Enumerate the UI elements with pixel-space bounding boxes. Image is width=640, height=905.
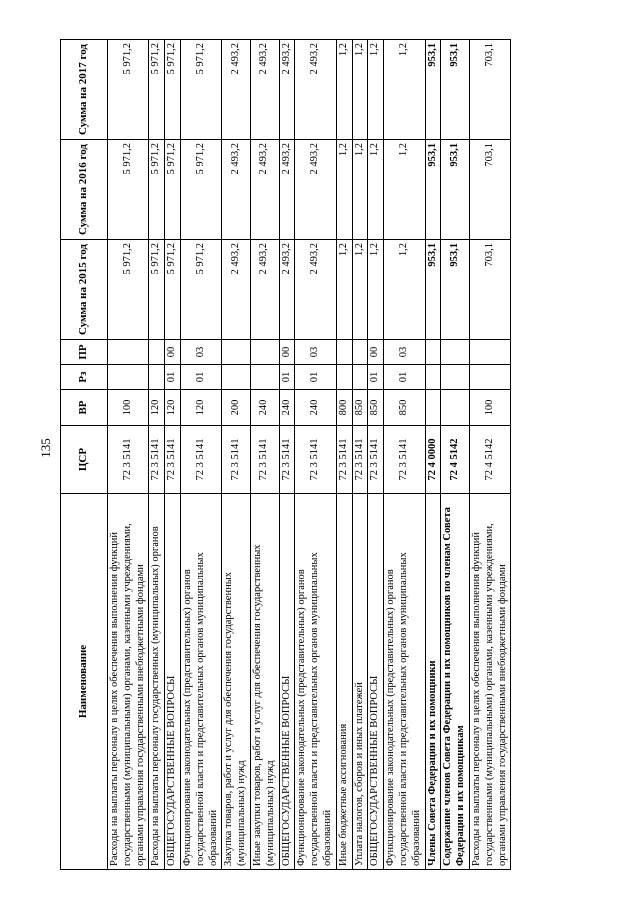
row-sum-2017-cell: 5 971,2 bbox=[165, 40, 181, 140]
row-sum-2015-cell: 2 493,2 bbox=[279, 240, 295, 340]
table-row bbox=[384, 40, 425, 870]
row-rz-cell bbox=[108, 365, 149, 390]
header-name: Наименование bbox=[61, 494, 108, 870]
table-row bbox=[469, 40, 510, 870]
row-sum-2015-cell: 1,2 bbox=[384, 240, 425, 340]
row-vr-cell bbox=[441, 390, 470, 426]
row-name-cell: Функционирование законодательных (представительных) органов государственной власти и представительных органов муниципальных образований bbox=[180, 494, 221, 870]
row-name-cell: ОБЩЕГОСУДАРСТВЕННЫЕ ВОПРОСЫ bbox=[279, 494, 295, 870]
table-row bbox=[441, 40, 470, 870]
row-csr-cell: 72 3 5141 bbox=[384, 426, 425, 494]
row-vr-cell bbox=[425, 390, 441, 426]
row-sum-2015-cell: 5 971,2 bbox=[180, 240, 221, 340]
row-vr-cell: 800 bbox=[336, 390, 352, 426]
row-pr-cell bbox=[149, 340, 165, 365]
row-sum-2017-cell: 1,2 bbox=[352, 40, 368, 140]
row-pr-cell bbox=[441, 340, 470, 365]
row-csr-cell: 72 3 5141 bbox=[165, 426, 181, 494]
budget-table bbox=[60, 39, 511, 870]
table-row bbox=[425, 40, 441, 870]
row-sum-2016-cell: 2 493,2 bbox=[250, 140, 279, 240]
row-csr-cell: 72 3 5141 bbox=[279, 426, 295, 494]
row-csr-cell: 72 4 5142 bbox=[469, 426, 510, 494]
row-pr-cell bbox=[250, 340, 279, 365]
row-pr-cell: 00 bbox=[165, 340, 181, 365]
row-name-cell: Закупка товаров, работ и услуг для обеспечения государственных (муниципальных) нужд bbox=[222, 494, 251, 870]
row-rz-cell bbox=[352, 365, 368, 390]
row-pr-cell bbox=[352, 340, 368, 365]
row-sum-2016-cell: 5 971,2 bbox=[165, 140, 181, 240]
row-sum-2015-cell: 703,1 bbox=[469, 240, 510, 340]
row-name-cell: Расходы на выплаты персоналу в целях обеспечения выполнения функций государственными (муниципальными) органами, казенными учреждениями, органами управления государственными внебюджетными фондами bbox=[108, 494, 149, 870]
row-vr-cell: 100 bbox=[469, 390, 510, 426]
table-row bbox=[336, 40, 352, 870]
row-sum-2016-cell: 2 493,2 bbox=[295, 140, 336, 240]
row-csr-cell: 72 3 5141 bbox=[295, 426, 336, 494]
row-sum-2017-cell: 703,1 bbox=[469, 40, 510, 140]
row-pr-cell bbox=[469, 340, 510, 365]
row-vr-cell: 200 bbox=[222, 390, 251, 426]
header-sum-2017: Сумма на 2017 год bbox=[61, 40, 108, 140]
row-sum-2016-cell: 1,2 bbox=[336, 140, 352, 240]
row-sum-2016-cell: 5 971,2 bbox=[180, 140, 221, 240]
row-pr-cell: 00 bbox=[279, 340, 295, 365]
table-row bbox=[250, 40, 279, 870]
row-sum-2015-cell: 1,2 bbox=[336, 240, 352, 340]
row-sum-2017-cell: 2 493,2 bbox=[279, 40, 295, 140]
row-csr-cell: 72 3 5141 bbox=[368, 426, 384, 494]
row-rz-cell bbox=[149, 365, 165, 390]
table-row bbox=[165, 40, 181, 870]
row-rz-cell: 01 bbox=[384, 365, 425, 390]
row-csr-cell: 72 3 5141 bbox=[108, 426, 149, 494]
row-vr-cell: 100 bbox=[108, 390, 149, 426]
row-vr-cell: 850 bbox=[352, 390, 368, 426]
row-pr-cell: 03 bbox=[295, 340, 336, 365]
row-sum-2016-cell: 5 971,2 bbox=[149, 140, 165, 240]
row-vr-cell: 240 bbox=[279, 390, 295, 426]
row-rz-cell: 01 bbox=[368, 365, 384, 390]
header-rz: Рз bbox=[61, 365, 108, 390]
row-csr-cell: 72 4 5142 bbox=[441, 426, 470, 494]
row-name-cell: Расходы на выплаты персоналу государственных (муниципальных) органов bbox=[149, 494, 165, 870]
row-sum-2017-cell: 1,2 bbox=[336, 40, 352, 140]
row-rz-cell: 01 bbox=[180, 365, 221, 390]
row-sum-2017-cell: 953,1 bbox=[441, 40, 470, 140]
row-vr-cell: 120 bbox=[180, 390, 221, 426]
row-sum-2015-cell: 5 971,2 bbox=[149, 240, 165, 340]
row-sum-2016-cell: 1,2 bbox=[384, 140, 425, 240]
header-csr: ЦСР bbox=[61, 426, 108, 494]
row-pr-cell bbox=[222, 340, 251, 365]
table-body bbox=[108, 40, 511, 870]
row-vr-cell: 240 bbox=[295, 390, 336, 426]
table-header-row bbox=[61, 40, 108, 870]
row-pr-cell: 03 bbox=[180, 340, 221, 365]
row-pr-cell: 03 bbox=[384, 340, 425, 365]
row-vr-cell: 850 bbox=[384, 390, 425, 426]
row-rz-cell: 01 bbox=[165, 365, 181, 390]
row-name-cell: Иные бюджетные ассигнования bbox=[336, 494, 352, 870]
row-sum-2016-cell: 953,1 bbox=[425, 140, 441, 240]
row-name-cell: Уплата налогов, сборов и иных платежей bbox=[352, 494, 368, 870]
row-csr-cell: 72 4 0000 bbox=[425, 426, 441, 494]
row-sum-2015-cell: 1,2 bbox=[352, 240, 368, 340]
row-sum-2015-cell: 953,1 bbox=[425, 240, 441, 340]
table-row bbox=[352, 40, 368, 870]
row-rz-cell bbox=[441, 365, 470, 390]
row-sum-2016-cell: 1,2 bbox=[352, 140, 368, 240]
header-sum-2016: Сумма на 2016 год bbox=[61, 140, 108, 240]
row-sum-2016-cell: 953,1 bbox=[441, 140, 470, 240]
row-rz-cell bbox=[425, 365, 441, 390]
row-vr-cell: 240 bbox=[250, 390, 279, 426]
row-vr-cell: 120 bbox=[149, 390, 165, 426]
row-name-cell: Члены Совета Федерации и их помощники bbox=[425, 494, 441, 870]
row-pr-cell bbox=[336, 340, 352, 365]
page-number: 135 bbox=[38, 438, 53, 458]
row-pr-cell bbox=[108, 340, 149, 365]
table-row bbox=[279, 40, 295, 870]
row-sum-2017-cell: 5 971,2 bbox=[180, 40, 221, 140]
row-sum-2016-cell: 2 493,2 bbox=[222, 140, 251, 240]
table-row bbox=[180, 40, 221, 870]
row-sum-2015-cell: 2 493,2 bbox=[250, 240, 279, 340]
row-sum-2017-cell: 1,2 bbox=[384, 40, 425, 140]
row-sum-2016-cell: 5 971,2 bbox=[108, 140, 149, 240]
table-row bbox=[149, 40, 165, 870]
row-vr-cell: 120 bbox=[165, 390, 181, 426]
row-sum-2017-cell: 5 971,2 bbox=[149, 40, 165, 140]
table-row bbox=[108, 40, 149, 870]
header-sum-2015: Сумма на 2015 год bbox=[61, 240, 108, 340]
row-name-cell: Иные закупки товаров, работ и услуг для обеспечения государственных (муниципальных) нужд bbox=[250, 494, 279, 870]
row-sum-2015-cell: 2 493,2 bbox=[295, 240, 336, 340]
row-sum-2015-cell: 1,2 bbox=[368, 240, 384, 340]
row-name-cell: Расходы на выплаты персоналу в целях обеспечения выполнения функций государственными (муниципальными) органами, казенными учреждениями, органами управления государственными внебюджетными фондами bbox=[469, 494, 510, 870]
row-sum-2015-cell: 5 971,2 bbox=[108, 240, 149, 340]
row-name-cell: ОБЩЕГОСУДАРСТВЕННЫЕ ВОПРОСЫ bbox=[368, 494, 384, 870]
row-name-cell: Функционирование законодательных (представительных) органов государственной власти и представительных органов муниципальных образований bbox=[384, 494, 425, 870]
row-sum-2017-cell: 953,1 bbox=[425, 40, 441, 140]
row-name-cell: Содержание членов Совета Федерации и их помощников по членам Совета Федерации и их помощникам bbox=[441, 494, 470, 870]
row-sum-2017-cell: 2 493,2 bbox=[222, 40, 251, 140]
header-vr: ВР bbox=[61, 390, 108, 426]
row-rz-cell bbox=[469, 365, 510, 390]
row-csr-cell: 72 3 5141 bbox=[352, 426, 368, 494]
row-pr-cell: 00 bbox=[368, 340, 384, 365]
row-sum-2015-cell: 2 493,2 bbox=[222, 240, 251, 340]
header-pr: ПР bbox=[61, 340, 108, 365]
row-rz-cell: 01 bbox=[279, 365, 295, 390]
row-sum-2016-cell: 1,2 bbox=[368, 140, 384, 240]
row-vr-cell: 850 bbox=[368, 390, 384, 426]
row-sum-2016-cell: 2 493,2 bbox=[279, 140, 295, 240]
table-row bbox=[295, 40, 336, 870]
row-csr-cell: 72 3 5141 bbox=[149, 426, 165, 494]
row-rz-cell bbox=[222, 365, 251, 390]
row-csr-cell: 72 3 5141 bbox=[336, 426, 352, 494]
table-row bbox=[368, 40, 384, 870]
row-csr-cell: 72 3 5141 bbox=[250, 426, 279, 494]
row-sum-2017-cell: 1,2 bbox=[368, 40, 384, 140]
budget-table-container bbox=[60, 40, 580, 870]
row-sum-2015-cell: 5 971,2 bbox=[165, 240, 181, 340]
row-csr-cell: 72 3 5141 bbox=[180, 426, 221, 494]
row-sum-2016-cell: 703,1 bbox=[469, 140, 510, 240]
row-sum-2017-cell: 5 971,2 bbox=[108, 40, 149, 140]
row-pr-cell bbox=[425, 340, 441, 365]
row-csr-cell: 72 3 5141 bbox=[222, 426, 251, 494]
row-name-cell: Функционирование законодательных (представительных) органов государственной власти и представительных органов муниципальных образований bbox=[295, 494, 336, 870]
row-rz-cell bbox=[336, 365, 352, 390]
row-rz-cell: 01 bbox=[295, 365, 336, 390]
row-sum-2017-cell: 2 493,2 bbox=[250, 40, 279, 140]
row-sum-2017-cell: 2 493,2 bbox=[295, 40, 336, 140]
row-rz-cell bbox=[250, 365, 279, 390]
row-sum-2015-cell: 953,1 bbox=[441, 240, 470, 340]
row-name-cell: ОБЩЕГОСУДАРСТВЕННЫЕ ВОПРОСЫ bbox=[165, 494, 181, 870]
table-row bbox=[222, 40, 251, 870]
